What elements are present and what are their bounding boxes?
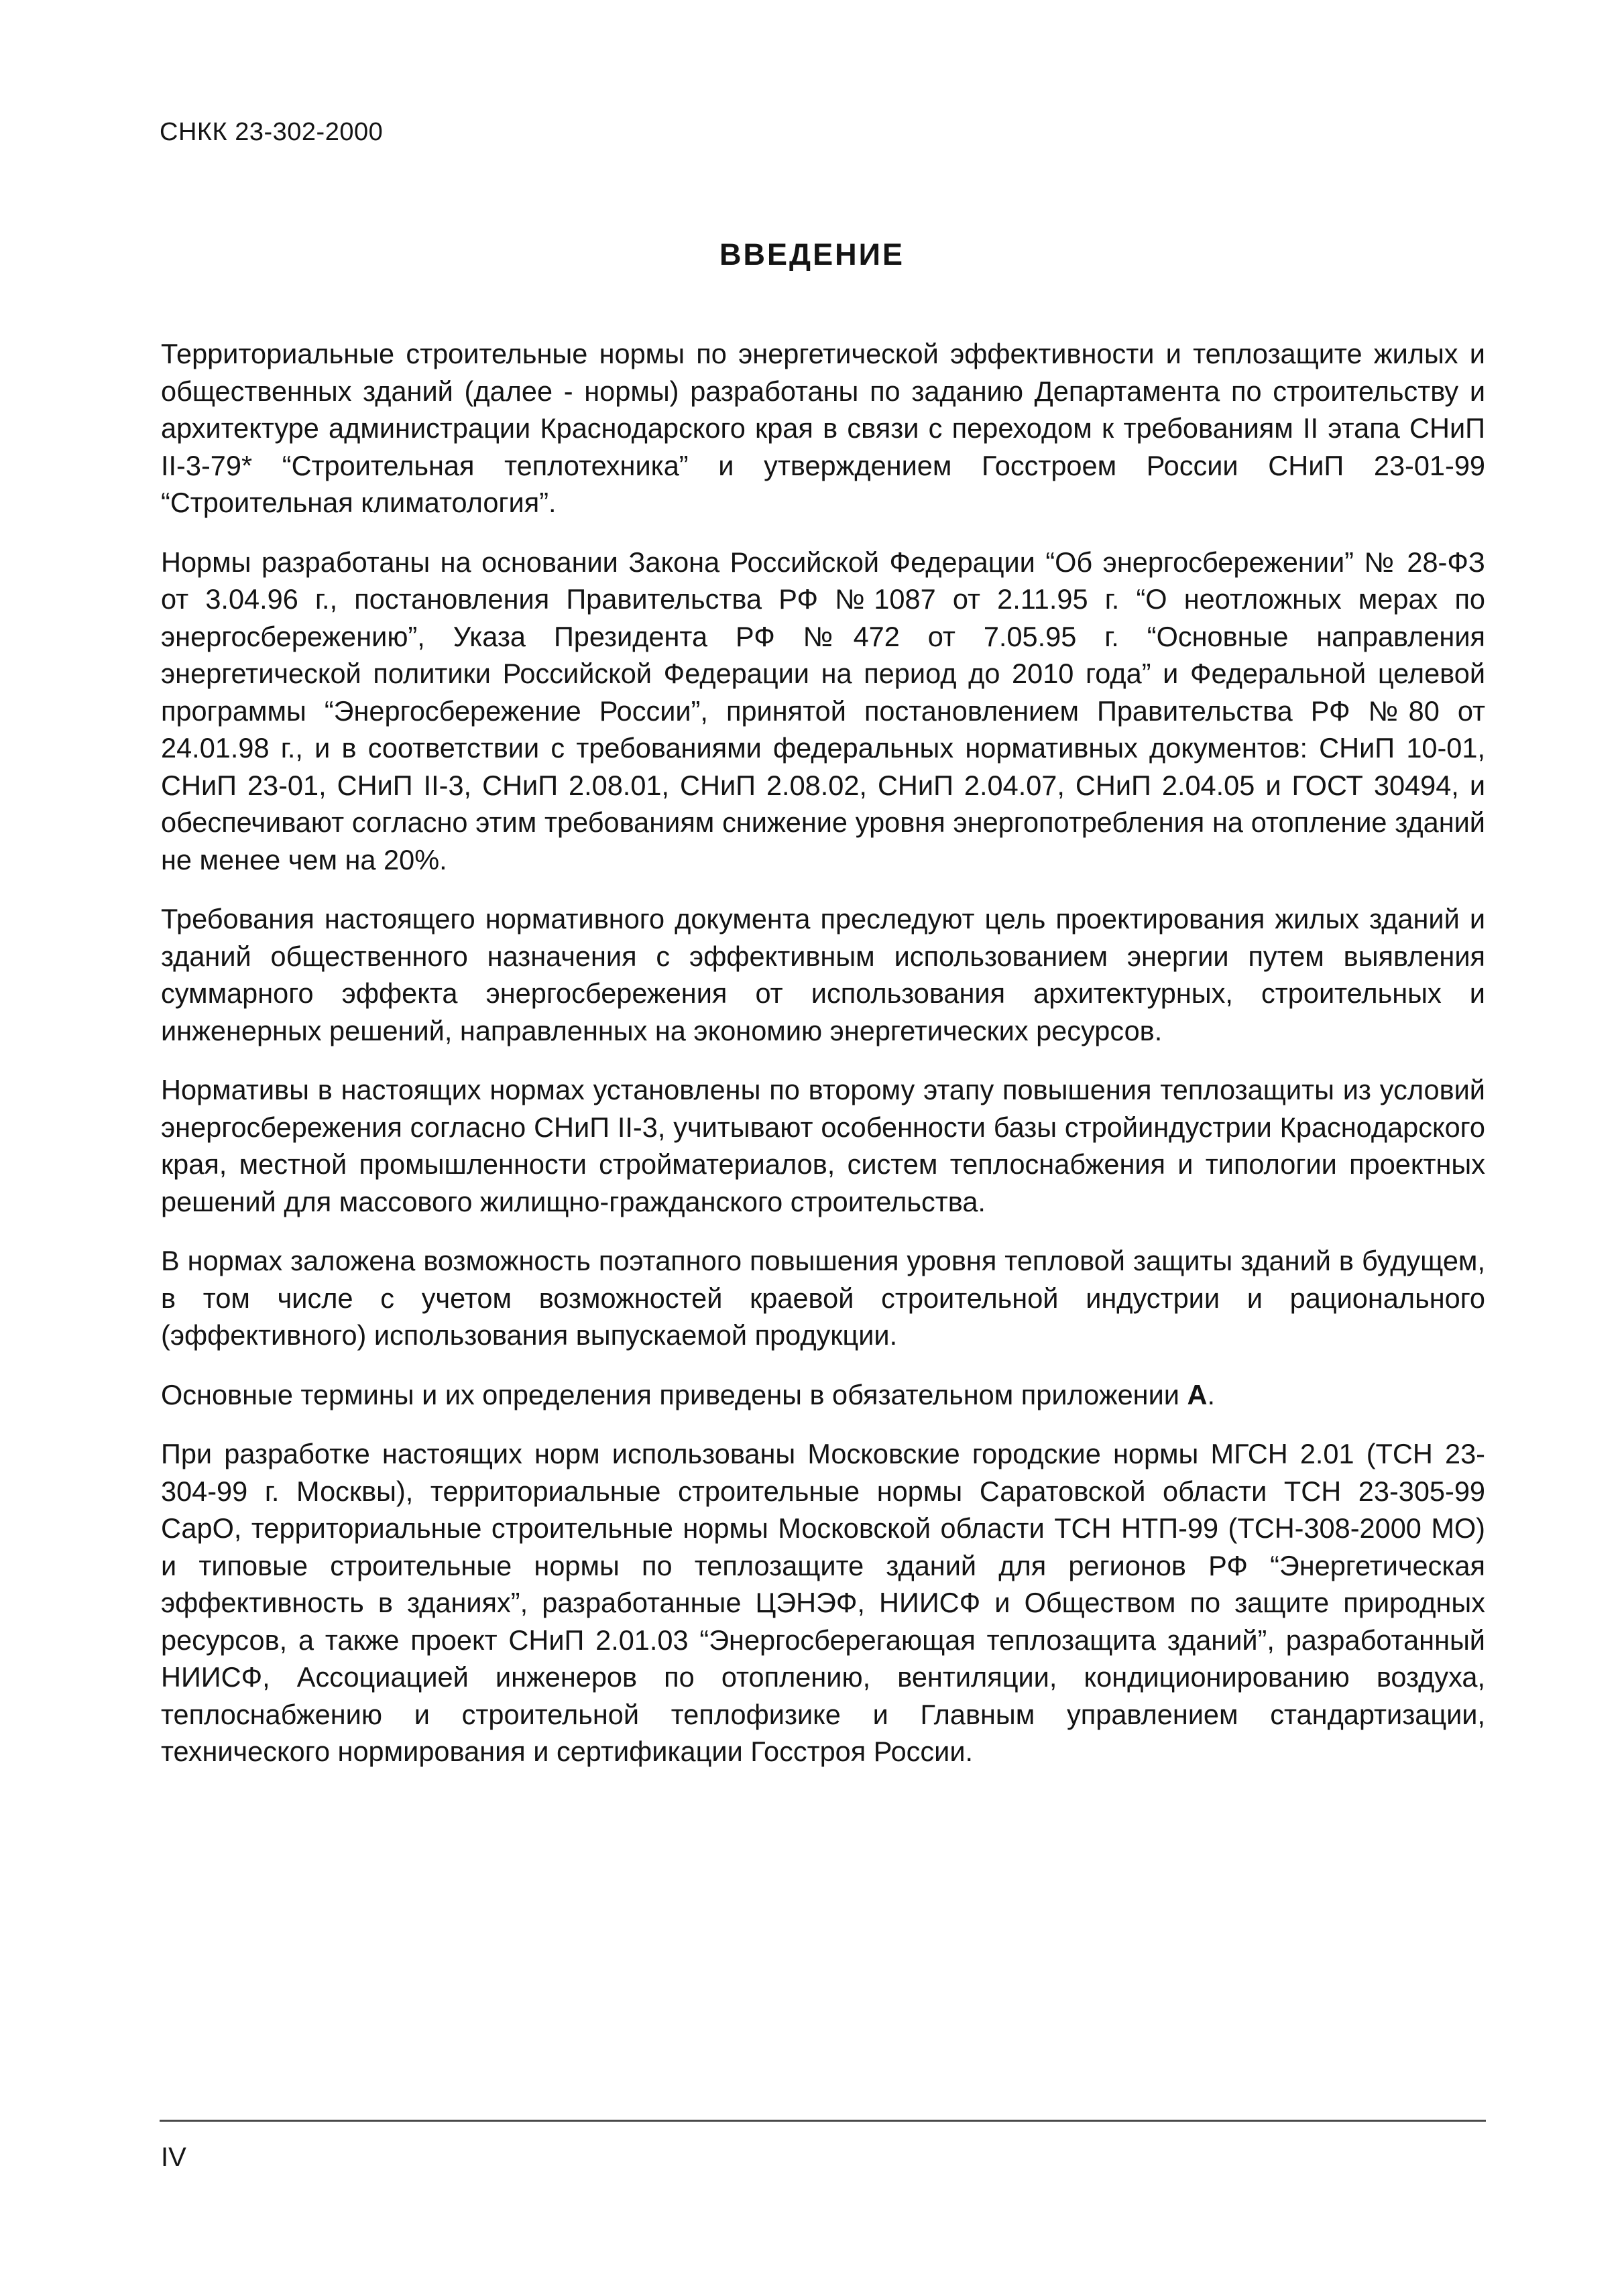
terms-end: . <box>1207 1378 1215 1410</box>
page-title: ВВЕДЕНИЕ <box>719 237 905 271</box>
paragraph-sources: При разработке настоящих норм использованы Московские городские нормы МГСН 2.01 (ТСН 23-304-99 г. Москвы), территориальные строительные нормы Саратовской области ТСН 23-305-99 СарО, территориальные строительные нормы Московской области ТСН НТП-99 (ТСН-308-2000 МО) и типовые строительные нормы по теплозащите зданий для регионов РФ “Энергетическая эффективность в зданиях”, разработанные ЦЭНЭФ, НИИСФ и Обществом по защите природных ресурсов, а также проект СНиП 2.01.03 “Энергосберегающая теплозащита зданий”, разработанный НИИСФ, Ассоциацией инженеров по отоплению, вентиляции, кондиционированию воздуха, теплоснабжению и строительной теплофизике и Главным управлением стандартизации, технического нормирования и сертификации Госстроя России. <box>161 1438 1485 1767</box>
paragraph-1: Территориальные строительные нормы по энергетической эффективности и теплозащите жилых и общественных зданий (далее - нормы) разработаны по заданию Департамента по строительству и архитектуре администрации Краснодарского края в связи с переходом к требованиям II этапа СНиП II-3-79* “Строительная теплотехника” и утверждением Госстроем России СНиП 23-01-99 “Строительная климатология”. <box>161 338 1485 518</box>
document-code: СНКК 23-302-2000 <box>160 118 384 146</box>
paragraph-5: В нормах заложена возможность поэтапного повышения уровня тепловой защиты зданий в будущем, в том числе с учетом возможностей краевой строительной индустрии и рационального (эффективного) использования выпускаемой продукции. <box>161 1245 1485 1351</box>
terms-text: Основные термины и их определения приведены в обязательном приложении <box>161 1378 1187 1410</box>
appendix-letter: А <box>1187 1378 1208 1410</box>
paragraph-2: Нормы разработаны на основании Закона Российской Федерации “Об энергосбережении” № 28-ФЗ от 3.04.96 г., постановления Правительства РФ №1087 от 2.11.95 г. “О неотложных мерах по энергосбережению”, Указа Президента РФ №472 от 7.05.95 г. “Основные направления энергетической политики Российской Федерации на период до 2010 года” и Федеральной целевой программы “Энергосбережение России”, принятой постановлением Правительства РФ №80 от 24.01.98 г., и в соответствии с требованиями федеральных нормативных документов: СНиП 10-01, СНиП 23-01, СНиП II-3, СНиП 2.08.01, СНиП 2.08.02, СНиП 2.04.07, СНиП 2.04.05 и ГОСТ 30494, и обеспечивают согласно этим требованиям снижение уровня энергопотребления на отопление зданий не менее чем на 20%. <box>161 546 1485 875</box>
page-number: IV <box>161 2142 186 2172</box>
document-body <box>161 335 1485 1793</box>
footer-divider <box>160 2120 1486 2122</box>
paragraph-terms <box>161 1376 1485 1414</box>
paragraph-3: Требования настоящего нормативного документа преследуют цель проектирования жилых зданий и зданий общественного назначения с эффективным использованием энергии путем выявления суммарного эффекта энергосбережения от использования архитектурных, строительных и инженерных решений, направленных на экономию энергетических ресурсов. <box>161 903 1485 1046</box>
paragraph-4: Нормативы в настоящих нормах установлены по второму этапу повышения теплозащиты из условий энергосбережения согласно СНиП II-3, учитывают особенности базы стройиндустрии Краснодарского края, местной промышленности стройматериалов, систем теплоснабжения и типологии проектных решений для массового жилищно-гражданского строительства. <box>161 1074 1485 1217</box>
